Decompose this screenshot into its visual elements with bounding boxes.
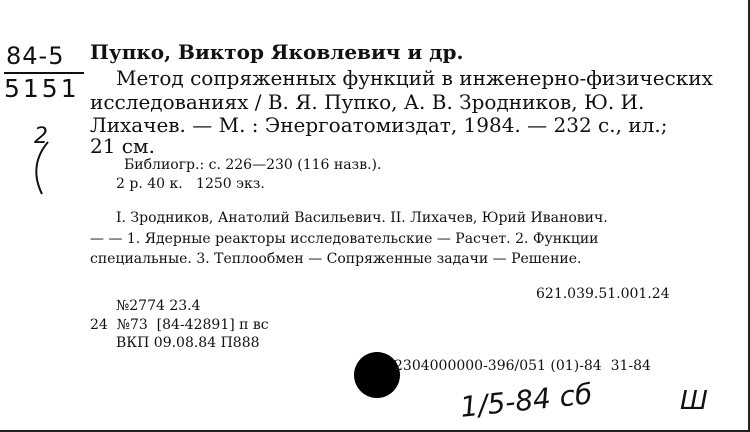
price-print-run: 2 р. 40 к. 1250 экз. xyxy=(116,176,265,192)
title-line: 21 см. xyxy=(90,134,155,158)
margin-note: 2 xyxy=(34,124,48,149)
handwritten-date-note: 1/5-84 сб xyxy=(458,377,594,424)
bibliography-note: Библиогр.: с. 226—230 (116 назв.). xyxy=(124,157,382,173)
handwritten-corner-note: Ш xyxy=(680,386,708,416)
entry-heading: Пупко, Виктор Яковлевич и др. xyxy=(90,40,464,64)
call-number-bottom: 5151 xyxy=(4,74,80,103)
tracings-line: специальные. 3. Теплообмен — Сопряженные задачи — Решение. xyxy=(90,251,582,267)
tracings-line: I. Зродников, Анатолий Васильевич. II. Лихачев, Юрий Иванович. xyxy=(116,210,608,226)
record-line: №2774 23.4 xyxy=(116,298,201,314)
tracings-line: — — 1. Ядерные реакторы исследовательские — Расчет. 2. Функции xyxy=(90,231,599,247)
record-line: ВКП 09.08.84 П888 xyxy=(116,335,260,351)
record-line: 24 №73 [84-42891] п вс xyxy=(90,317,269,333)
isbn-code: 2304000000-396/051 (01)-84 31-84 xyxy=(394,358,651,374)
udc-code: 621.039.51.001.24 xyxy=(536,286,670,302)
call-number-top: 84-5 xyxy=(6,42,65,70)
title-line: Метод сопряженных функций в инженерно-физических xyxy=(116,66,713,90)
title-line: исследованиях / В. Я. Пупко, А. В. Зродников, Ю. И. xyxy=(90,90,645,114)
margin-stroke-icon xyxy=(30,138,60,198)
title-line: Лихачев. — М. : Энергоатомиздат, 1984. — 232 с., ил.; xyxy=(90,113,668,137)
